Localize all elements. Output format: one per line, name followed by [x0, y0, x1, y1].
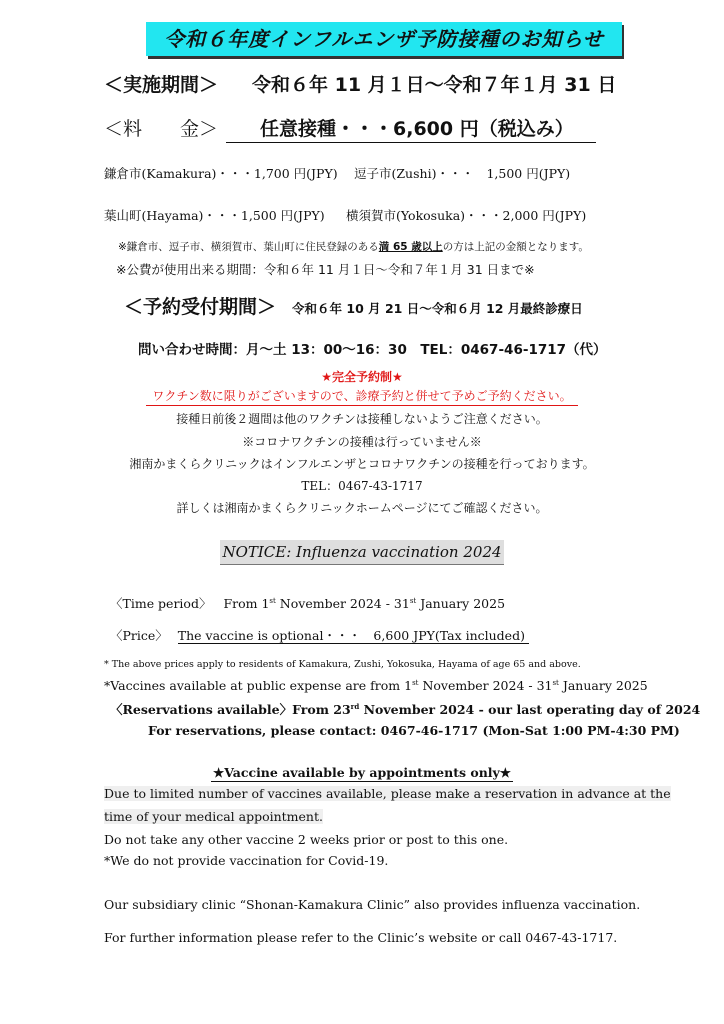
period-sup-2: st — [409, 596, 417, 605]
period-row-jp — [104, 70, 616, 97]
public-note-mid: November 2024 - 31 — [418, 678, 553, 693]
period-label-en: 〈Time period〉 — [110, 596, 212, 611]
price-label-en: 〈Price〉 — [110, 628, 168, 643]
public-note-sup-1: st — [412, 678, 419, 687]
period-sup-1: st — [269, 596, 276, 605]
period-from-en: From 1 — [223, 596, 270, 611]
paragraph-limited-vaccines-2: time of your medical appointment. — [104, 809, 323, 824]
period-label-jp: ＜実施期間＞ — [104, 74, 219, 96]
reservation-post-en: November 2024 - our last operating day of 2024 — [359, 702, 701, 717]
price-value-jp: 任意接種・・・6,600 円（税込み） — [226, 114, 596, 143]
paragraph-subsidiary-clinic: Our subsidiary clinic “Shonan-Kamakura Clinic” also provides influenza vaccination. — [104, 897, 641, 912]
price-label-jp: ＜料 金＞ — [104, 118, 219, 140]
page-title-jp: 令和６年度インフルエンザ予防接種のお知らせ — [146, 22, 622, 56]
city-price-kamakura: 鎌倉市(Kamakura)・・・1,700 円(JPY) — [104, 166, 338, 181]
period-value-en — [223, 596, 505, 611]
price-row-jp — [104, 114, 596, 143]
info-line-2-jp: ※コロナワクチンの接種は行っていません※ — [242, 435, 482, 449]
appointment-only-title-jp: ★完全予約制★ — [321, 370, 403, 384]
info-line-4-jp: TEL：0467-43-1717 — [301, 479, 423, 493]
reservation-row-en — [110, 700, 700, 718]
public-note-end: January 2025 — [558, 678, 648, 693]
info-line-1-jp: 接種日前後２週間は他のワクチンは接種しないようご注意ください。 — [176, 412, 548, 426]
info-line-3-jp: 湘南かまくらクリニックはインフルエンザとコロナワクチンの接種を行っております。 — [129, 457, 595, 471]
notice-title-en: NOTICE: Influenza vaccination 2024 — [220, 540, 504, 565]
resident-note-age: 満 65 歳以上 — [378, 241, 443, 253]
reservation-pre-en: 〈Reservations available〉From 23 — [110, 702, 351, 717]
public-expense-note-jp: ※公費が使用出来る期間：令和６年 11 月１日〜令和７年１月 31 日まで※ — [116, 262, 535, 277]
resident-note-post: の方は上記の金額となります。 — [442, 241, 589, 253]
reservation-row-jp — [124, 292, 583, 319]
period-mid-en: November 2024 - 31 — [275, 596, 410, 611]
public-note-pre: *Vaccines available at public expense are from 1 — [104, 678, 413, 693]
period-value-jp: 令和６年 11 月１日〜令和７年１月 31 日 — [252, 74, 617, 96]
paragraph-further-info: For further information please refer to the Clinic’s website or call 0467-43-1717. — [104, 930, 618, 945]
price-residency-note-en: * The above prices apply to residents of Kamakura, Zushi, Yokosuka, Hayama of age 65 and above. — [104, 659, 581, 670]
appointment-only-title-en — [0, 765, 724, 780]
appointment-note-text-jp: ワクチン数に限りがございますので、診療予約と併せて予めご予約ください。 — [146, 389, 577, 406]
resident-note-jp — [118, 239, 589, 254]
city-price-hayama: 葉山町(Hayama)・・・1,500 円(JPY) — [104, 208, 325, 223]
period-row-en — [110, 594, 505, 612]
period-end-en: January 2025 — [416, 596, 506, 611]
paragraph-no-other-vaccine: Do not take any other vaccine 2 weeks prior or post to this one. — [104, 832, 509, 847]
price-row-en — [110, 626, 529, 644]
contact-info-jp: 問い合わせ時間：月〜土 13：00〜16：30 TEL：0467-46-1717（代） — [138, 342, 607, 358]
city-price-yokosuka: 横須賀市(Yokosuka)・・・2,000 円(JPY) — [346, 208, 587, 223]
appointment-note-jp — [0, 387, 724, 404]
reservation-label-jp: ＜予約受付期間＞ — [124, 296, 277, 318]
appointment-title-text-en: ★Vaccine available by appointments only★ — [212, 765, 512, 780]
public-expense-note-en — [104, 678, 648, 693]
price-value-en: The vaccine is optional・・・ 6,600 JPY(Tax included) — [178, 628, 529, 644]
city-price-zushi: 逗子市(Zushi)・・・ 1,500 円(JPY) — [354, 166, 571, 181]
reservation-sup: rd — [350, 701, 360, 711]
reservation-value-jp: 令和６年 10 月 21 日〜令和６月 12 月最終診療日 — [292, 301, 583, 316]
paragraph-no-covid: *We do not provide vaccination for Covid-19. — [104, 853, 389, 868]
public-note-sup-2: st — [552, 678, 559, 687]
paragraph-limited-vaccines-1: Due to limited number of vaccines available, please make a reservation in advance at the — [104, 786, 671, 801]
info-line-5-jp: 詳しくは湘南かまくらクリニックホームページにてご確認ください。 — [176, 501, 548, 515]
contact-info-en: For reservations, please contact: 0467-46-1717 (Mon-Sat 1:00 PM-4:30 PM) — [148, 723, 680, 738]
resident-note-pre: ※鎌倉市、逗子市、横須賀市、葉山町に住民登録のある — [118, 241, 379, 253]
